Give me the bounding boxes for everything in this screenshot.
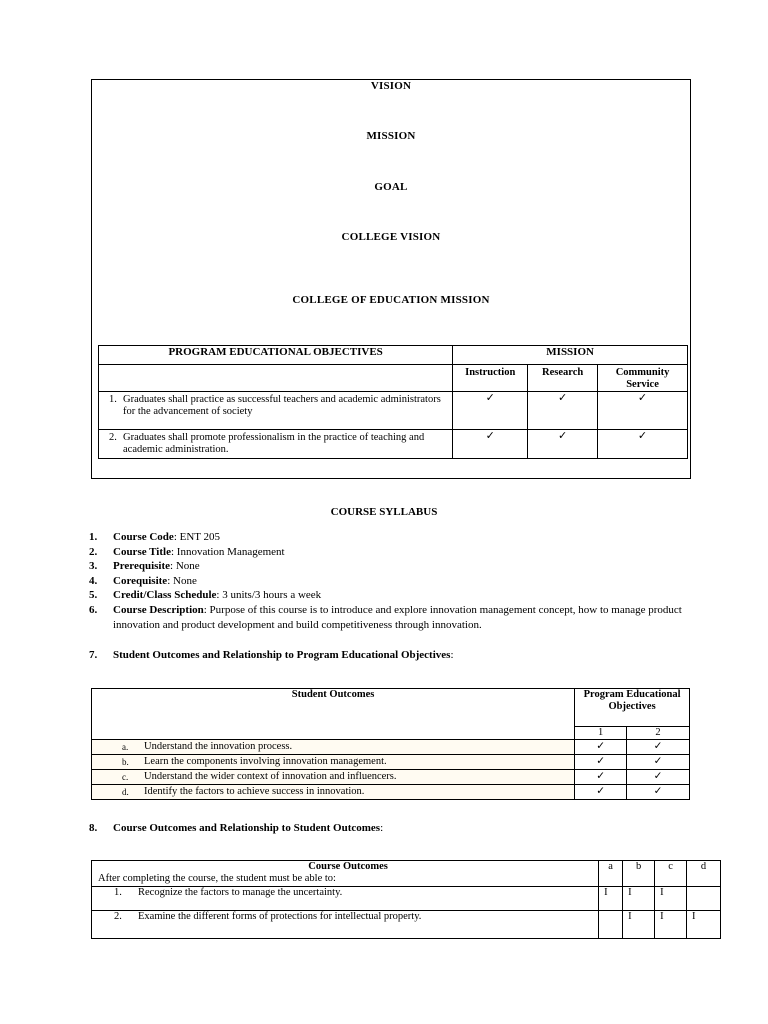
list-item xyxy=(89,588,689,603)
check-mark: ✓ xyxy=(453,392,528,430)
course-outcomes-table xyxy=(91,860,721,939)
section-label: Course Outcomes and Relationship to Student Outcomes xyxy=(113,822,381,834)
item-label: Course Description xyxy=(113,603,204,616)
item-value: : Innovation Management xyxy=(170,545,285,558)
course-outcomes-header: Course Outcomes xyxy=(308,861,388,872)
check-mark: ✓ xyxy=(598,430,688,459)
item-value: : None xyxy=(167,574,197,587)
table-row xyxy=(92,755,690,770)
so-col-a: a xyxy=(599,861,623,887)
vision-heading: VISION xyxy=(370,80,412,92)
research-header: Research xyxy=(528,365,598,392)
so-col-d: d xyxy=(687,861,721,887)
item-value: : None xyxy=(170,560,200,573)
peo-row-text: Graduates shall practice as successful teachers and academic administrators for the advancement of society xyxy=(123,394,441,417)
item-label: Corequisite xyxy=(113,574,168,587)
outcome-letter: b. xyxy=(122,757,129,767)
list-item xyxy=(89,574,689,589)
item-label: Credit/Class Schedule xyxy=(113,589,217,602)
peo-row-number: 1. xyxy=(109,394,117,405)
item-value: : 3 units/3 hours a week xyxy=(216,589,322,602)
item-label: Course Code xyxy=(113,531,174,543)
table-row xyxy=(92,887,721,911)
peo-col-1: 1 xyxy=(575,727,627,740)
outcome-letter: c. xyxy=(122,772,129,782)
course-outcomes-intro: After completing the course, the student must be able to: xyxy=(98,873,336,884)
list-item xyxy=(89,545,689,560)
check-mark: ✓ xyxy=(627,770,690,785)
outcome-number: 1. xyxy=(114,887,122,898)
table-row xyxy=(92,911,721,939)
check-mark: ✓ xyxy=(575,770,627,785)
check-mark: ✓ xyxy=(575,740,627,755)
student-outcomes-table xyxy=(91,688,690,800)
section-colon: : xyxy=(450,649,454,661)
peo-row-number: 2. xyxy=(109,432,117,443)
section-8-heading xyxy=(89,822,383,834)
outcome-text: Understand the wider context of innovation and influencers. xyxy=(144,771,397,782)
section-7-heading xyxy=(89,649,454,661)
peo-blank-cell xyxy=(99,365,453,392)
check-mark: ✓ xyxy=(575,755,627,770)
community-service-header: Community Service xyxy=(598,365,688,392)
list-item xyxy=(89,603,689,632)
mark-cell: I xyxy=(599,887,623,911)
item-value: : ENT 205 xyxy=(173,531,221,543)
peo-col-2: 2 xyxy=(627,727,690,740)
item-number: 6. xyxy=(89,603,98,616)
mission-heading: MISSION xyxy=(366,130,416,142)
so-col-c: c xyxy=(655,861,687,887)
vision-mission-box xyxy=(91,79,691,479)
student-outcomes-header: Student Outcomes xyxy=(92,689,575,740)
college-mission-heading: COLLEGE OF EDUCATION MISSION xyxy=(292,294,490,306)
section-number: 8. xyxy=(89,822,98,834)
peo-mission-table xyxy=(98,345,688,459)
mark-cell: I xyxy=(655,911,687,939)
peo-row xyxy=(99,430,688,459)
mission-header: MISSION xyxy=(453,346,688,365)
outcome-text: Identify the factors to achieve success in innovation. xyxy=(144,786,365,797)
section-colon: : xyxy=(380,822,384,834)
mark-cell: I xyxy=(687,911,721,939)
check-mark: ✓ xyxy=(528,392,598,430)
table-row xyxy=(92,785,690,800)
check-mark: ✓ xyxy=(627,785,690,800)
item-number: 4. xyxy=(89,574,98,587)
outcome-text: Understand the innovation process. xyxy=(144,741,293,752)
table-row xyxy=(92,740,690,755)
outcome-letter: a. xyxy=(122,742,129,752)
instruction-header: Instruction xyxy=(453,365,528,392)
section-number: 7. xyxy=(89,649,98,661)
item-number: 1. xyxy=(89,531,98,543)
check-mark: ✓ xyxy=(575,785,627,800)
item-value: : Purpose of this course is to introduce and explore innovation management concept, how to manage product innovation and product development and build competitiveness through innovation. xyxy=(113,603,682,631)
check-mark: ✓ xyxy=(598,392,688,430)
outcome-letter: d. xyxy=(122,787,129,797)
check-mark: ✓ xyxy=(453,430,528,459)
section-label: Student Outcomes and Relationship to Program Educational Objectives xyxy=(113,649,451,661)
peo-row xyxy=(99,392,688,430)
mark-cell: I xyxy=(655,887,687,911)
peo-row-text: Graduates shall promote professionalism in the practice of teaching and academic administration. xyxy=(123,432,425,455)
check-mark: ✓ xyxy=(528,430,598,459)
check-mark: ✓ xyxy=(627,755,690,770)
peo-header: Program Educational Objectives xyxy=(575,689,690,727)
item-number: 2. xyxy=(89,545,98,558)
list-item xyxy=(89,530,689,545)
item-label: Prerequisite xyxy=(113,560,171,573)
outcome-number: 2. xyxy=(114,911,122,922)
item-label: Course Title xyxy=(113,545,171,558)
item-number: 3. xyxy=(89,560,98,573)
goal-heading: GOAL xyxy=(374,181,408,193)
outcome-text: Examine the different forms of protections for intellectual property. xyxy=(138,911,422,922)
mark-cell xyxy=(599,911,623,939)
mark-cell: I xyxy=(623,911,655,939)
mark-cell: I xyxy=(623,887,655,911)
college-vision-heading: COLLEGE VISION xyxy=(341,231,441,243)
mark-cell xyxy=(687,887,721,911)
list-item xyxy=(89,559,689,574)
outcome-text: Learn the components involving innovation management. xyxy=(144,756,387,767)
table-row xyxy=(92,770,690,785)
item-number: 5. xyxy=(89,589,98,602)
check-mark: ✓ xyxy=(627,740,690,755)
peo-header: PROGRAM EDUCATIONAL OBJECTIVES xyxy=(99,346,453,365)
course-syllabus-title: COURSE SYLLABUS xyxy=(330,506,438,518)
so-col-b: b xyxy=(623,861,655,887)
syllabus-items-list xyxy=(89,530,689,632)
outcome-text: Recognize the factors to manage the uncertainty. xyxy=(138,887,343,898)
